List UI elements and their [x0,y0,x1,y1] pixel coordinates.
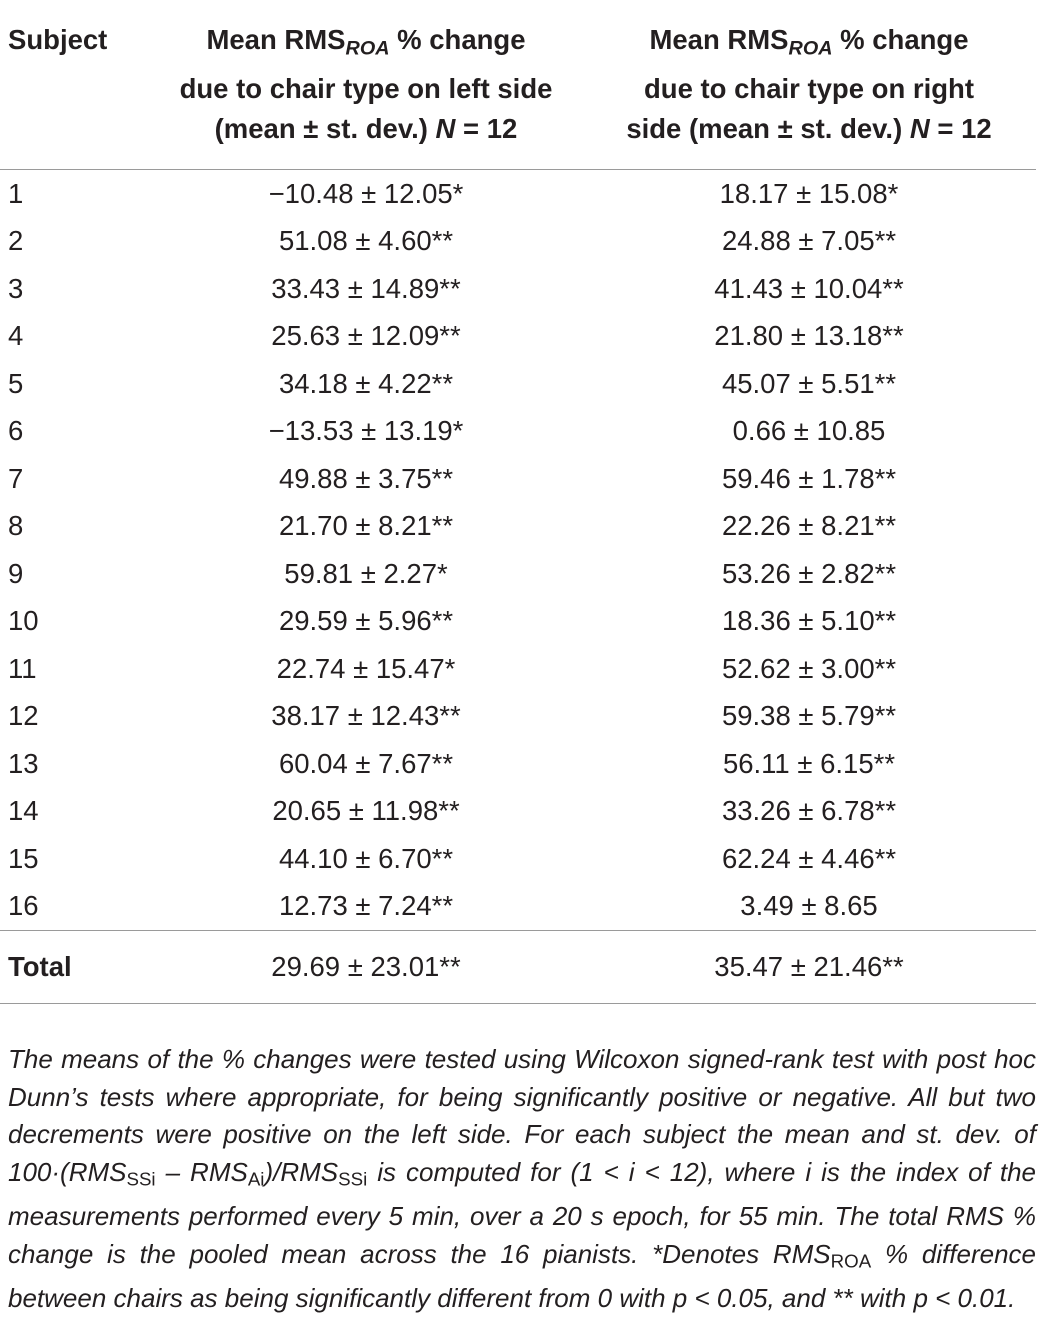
table-row [0,502,1036,550]
right-value-cell: 18.17 ± 15.08* [719,177,899,209]
right-value-cell: 21.80 ± 13.18** [714,320,904,352]
left-value-cell: 29.59 ± 5.96** [278,605,454,637]
left-value-cell: 49.88 ± 3.75** [278,462,454,494]
table-row [0,550,1036,598]
right-value-cell: 56.11 ± 6.15** [722,747,896,779]
footnote-sub-3: SSi [338,1168,368,1190]
header-left-line3-pre: (mean ± st. dev.) [214,112,436,144]
header-right-n: N [909,112,930,144]
subject-cell: 7 [8,462,24,494]
header-right-side [582,0,1036,169]
table-header [0,0,1036,169]
footnote-part-2: – RMS [155,1156,248,1187]
left-value-cell: 60.04 ± 7.67** [278,747,454,779]
subject-cell: 3 [8,272,24,304]
subject-cell: 10 [8,605,39,637]
right-value-cell: 59.38 ± 5.79** [721,700,897,732]
table-row [0,312,1036,360]
left-value-cell: 22.74 ± 15.47* [276,652,456,684]
right-value-cell: 45.07 ± 5.51** [721,367,897,399]
table-row [0,407,1036,455]
header-left-line3-post: = 12 [455,112,518,144]
right-value-cell: 3.49 ± 8.65 [740,890,878,922]
subject-cell: 12 [8,700,39,732]
header-right-line1-post: % change [832,24,969,55]
total-row [0,930,1036,1003]
footnote-sub-4: ROA [830,1250,872,1272]
subject-cell: 14 [8,795,39,827]
right-value-cell: 52.62 ± 3.00** [721,652,897,684]
subject-cell: 5 [8,367,24,399]
left-value-cell: 20.65 ± 11.98** [272,795,460,827]
right-value-cell: 59.46 ± 1.78** [721,462,897,494]
header-left-subscript: ROA [345,37,390,60]
left-value-cell: −13.53 ± 13.19* [268,415,464,447]
left-value-cell: 21.70 ± 8.21** [278,510,454,542]
header-right-line2: due to chair type on right [643,72,974,104]
left-value-cell: 38.17 ± 12.43** [271,700,461,732]
table-row [0,597,1036,645]
subject-cell: 15 [8,842,39,874]
header-left-line1-post: % change [389,24,526,55]
footnote-part-3: )/RMS [264,1156,339,1187]
subject-cell: 11 [8,652,37,684]
header-right-line3-pre: side (mean ± st. dev.) [626,112,910,144]
header-right-line1-pre: Mean RMS [649,24,789,55]
left-value-cell: 34.18 ± 4.22** [278,367,454,399]
subject-cell: 2 [8,225,24,257]
header-left-n: N [435,112,456,144]
right-value-cell: 33.26 ± 6.78** [721,795,897,827]
footnote-part-1: The means of the % changes were tested using Wilcoxon signed-rank test with post hoc Dunn’s tests where appropriate, for being significantly positive or negative. All but two decrements were positive on the left side. For each subject the mean and st. dev. of 100·(RMS [8,1044,1036,1187]
table-row [0,740,1036,788]
subject-cell: 13 [8,747,39,779]
table-row [0,882,1036,930]
right-value-cell: 62.24 ± 4.46** [721,842,897,874]
table-row [0,787,1036,835]
table-row [0,265,1036,313]
right-value-cell: 53.26 ± 2.82** [721,557,897,589]
header-left-line1-pre: Mean RMS [206,24,346,55]
header-subject: Subject [0,0,150,169]
header-right-line3-post: = 12 [929,112,992,144]
total-label: Total [0,930,150,1003]
footnote-part-4: is computed for (1 < i < 12), where i is the index of the measurements performed every 5 min, over a 20 s epoch, for 55 min. The total RMS % change is the pooled mean across the 16 pianists. *Denotes RMS [8,1156,1037,1269]
table-row [0,169,1036,217]
subject-cell: 16 [8,890,39,922]
left-value-cell: 12.73 ± 7.24** [278,890,454,922]
footnote-sub-1: SSi [126,1168,156,1190]
left-value-cell: 25.63 ± 12.09** [271,320,461,352]
right-value-cell: 41.43 ± 10.04** [714,272,904,304]
table-row [0,360,1036,408]
subject-cell: 6 [8,415,24,447]
subject-cell: 1 [8,177,24,209]
left-value-cell: 59.81 ± 2.27* [284,557,448,589]
table-row [0,835,1036,883]
left-value-cell: 33.43 ± 14.89** [271,272,461,304]
left-value-cell: 51.08 ± 4.60** [278,225,454,257]
total-left-value: 29.69 ± 23.01** [150,930,582,1003]
left-value-cell: −10.48 ± 12.05* [268,177,464,209]
table-row [0,455,1036,503]
right-value-cell: 18.36 ± 5.10** [721,605,897,637]
subject-cell: 9 [8,557,24,589]
right-value-cell: 24.88 ± 7.05** [721,225,897,257]
subject-cell: 8 [8,510,24,542]
right-value-cell: 0.66 ± 10.85 [732,415,886,447]
right-value-cell: 22.26 ± 8.21** [721,510,897,542]
table-body [0,169,1036,930]
footnote-sub-2: Ai [247,1168,265,1190]
table-row [0,217,1036,265]
header-left-side [150,0,582,169]
header-left-line2: due to chair type on left side [179,72,553,104]
table-footnote [8,1041,1036,1318]
subject-cell: 4 [8,320,24,352]
header-right-subscript: ROA [788,37,833,60]
left-value-cell: 44.10 ± 6.70** [278,842,454,874]
footnote-part-5: % difference between chairs as being significantly different from 0 with p < 0.05, and ** with p < 0.01. [8,1238,1036,1313]
total-right-value: 35.47 ± 21.46** [582,930,1036,1003]
table-row [0,645,1036,693]
table-row [0,692,1036,740]
